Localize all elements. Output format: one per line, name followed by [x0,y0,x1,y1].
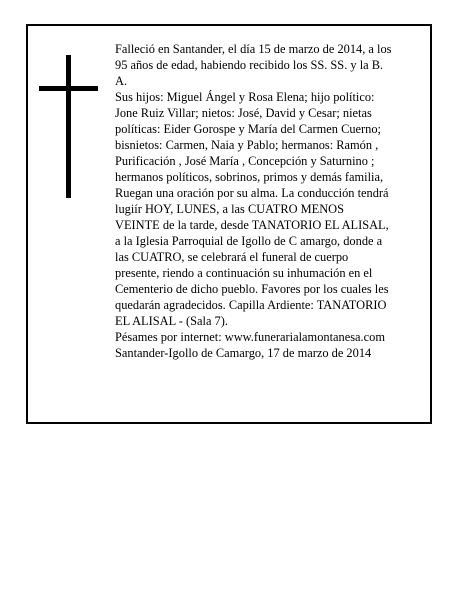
text-line: Ruegan una oración por su alma. La conducción tendrá [115,186,389,200]
text-line: a la Iglesia Parroquial de Igollo de C amargo, donde a [115,234,383,248]
text-line: las CUATRO, se celebrará el funeral de cuerpo [115,250,349,264]
obituary-notice [26,24,432,424]
text-line: Jone Ruiz Villar; nietos: José, David y Cesar; nietas [115,106,372,120]
text-line: Purificación , José María , Concepción y Saturnino ; [115,154,375,168]
text-line: lugiír HOY, LUNES, a las CUATRO MENOS [115,202,345,216]
text-line: Santander-Igollo de Camargo, 17 de marzo de 2014 [115,346,372,360]
text-line: Cementerio de dicho pueblo. Favores por los cuales les [115,282,389,296]
text-line: A. [115,74,128,88]
text-line: políticas: Eider Gorospe y María del Carmen Cuerno; [115,122,381,136]
text-line: hermanos políticos, sobrinos, primos y demás familia, [115,170,384,184]
text-line: 95 años de edad, habiendo recibido los SS. SS. y la B. [115,58,384,72]
cross-horizontal-bar [39,86,98,91]
text-line: Falleció en Santander, el día 15 de marzo de 2014, a los [115,42,392,56]
text-line: presente, riendo a continuación su inhumación en el [115,266,373,280]
obituary-text [115,41,430,361]
text-line: VEINTE de la tarde, desde TANATORIO EL ALISAL, [115,218,389,232]
text-line: EL ALISAL - (Sala 7). [115,314,228,328]
cross-vertical-bar [66,55,71,198]
text-line: quedarán agradecidos. Capilla Ardiente: TANATORIO [115,298,387,312]
text-line: bisnietos: Carmen, Naia y Pablo; hermanos: Ramón , [115,138,379,152]
text-line: Sus hijos: Miguel Ángel y Rosa Elena; hijo político: [115,90,375,104]
text-line: Pésames por internet: www.funerarialamontanesa.com [115,330,385,344]
